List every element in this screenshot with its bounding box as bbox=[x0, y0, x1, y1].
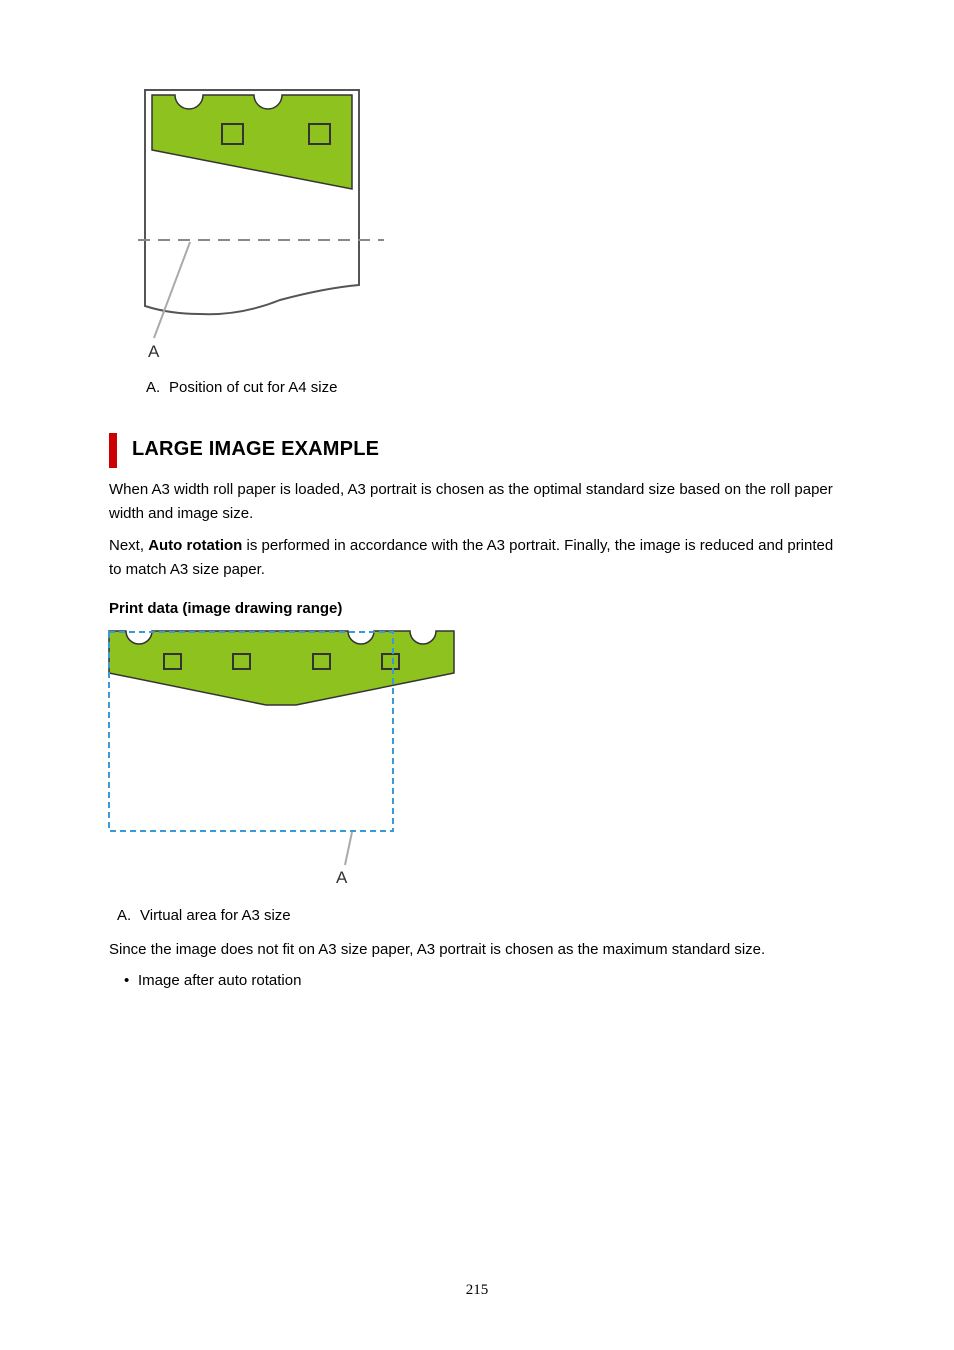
para2-rest: is performed in accordance with the A3 portrait. Finally, the image is reduced and printed to match A3 size paper. bbox=[109, 537, 834, 578]
subheading: Print data (image drawing range) bbox=[109, 600, 343, 617]
bullet-text: Image after auto rotation bbox=[138, 972, 302, 989]
bullet-item bbox=[124, 972, 301, 989]
caption-text: Virtual area for A3 size bbox=[140, 907, 291, 924]
paragraph-2 bbox=[109, 534, 849, 582]
leader-line bbox=[345, 832, 352, 865]
print-data-diagram bbox=[100, 625, 470, 895]
paragraph-1: When A3 width roll paper is loaded, A3 portrait is chosen as the optimal standard size based on the roll paper width and image size. bbox=[109, 481, 833, 522]
heading-bar bbox=[109, 433, 117, 468]
marker-a: A bbox=[336, 868, 348, 887]
bullet-symbol: • bbox=[124, 972, 130, 989]
figure2-caption bbox=[117, 907, 291, 924]
figure1-caption bbox=[146, 379, 337, 396]
page-number: 215 bbox=[465, 1282, 489, 1298]
cut-position-diagram bbox=[130, 80, 400, 370]
marker-a: A bbox=[148, 342, 160, 361]
para2-lead: Next, bbox=[109, 537, 149, 554]
green-image-area bbox=[109, 631, 454, 705]
caption-letter: A. bbox=[117, 907, 132, 924]
paragraph-3: Since the image does not fit on A3 size paper, A3 portrait is chosen as the maximum standard size. bbox=[109, 941, 766, 958]
section-heading: LARGE IMAGE EXAMPLE bbox=[132, 438, 380, 460]
auto-rotation-term: Auto rotation bbox=[148, 537, 243, 554]
caption-letter: A. bbox=[146, 379, 161, 396]
caption-text: Position of cut for A4 size bbox=[169, 379, 338, 396]
